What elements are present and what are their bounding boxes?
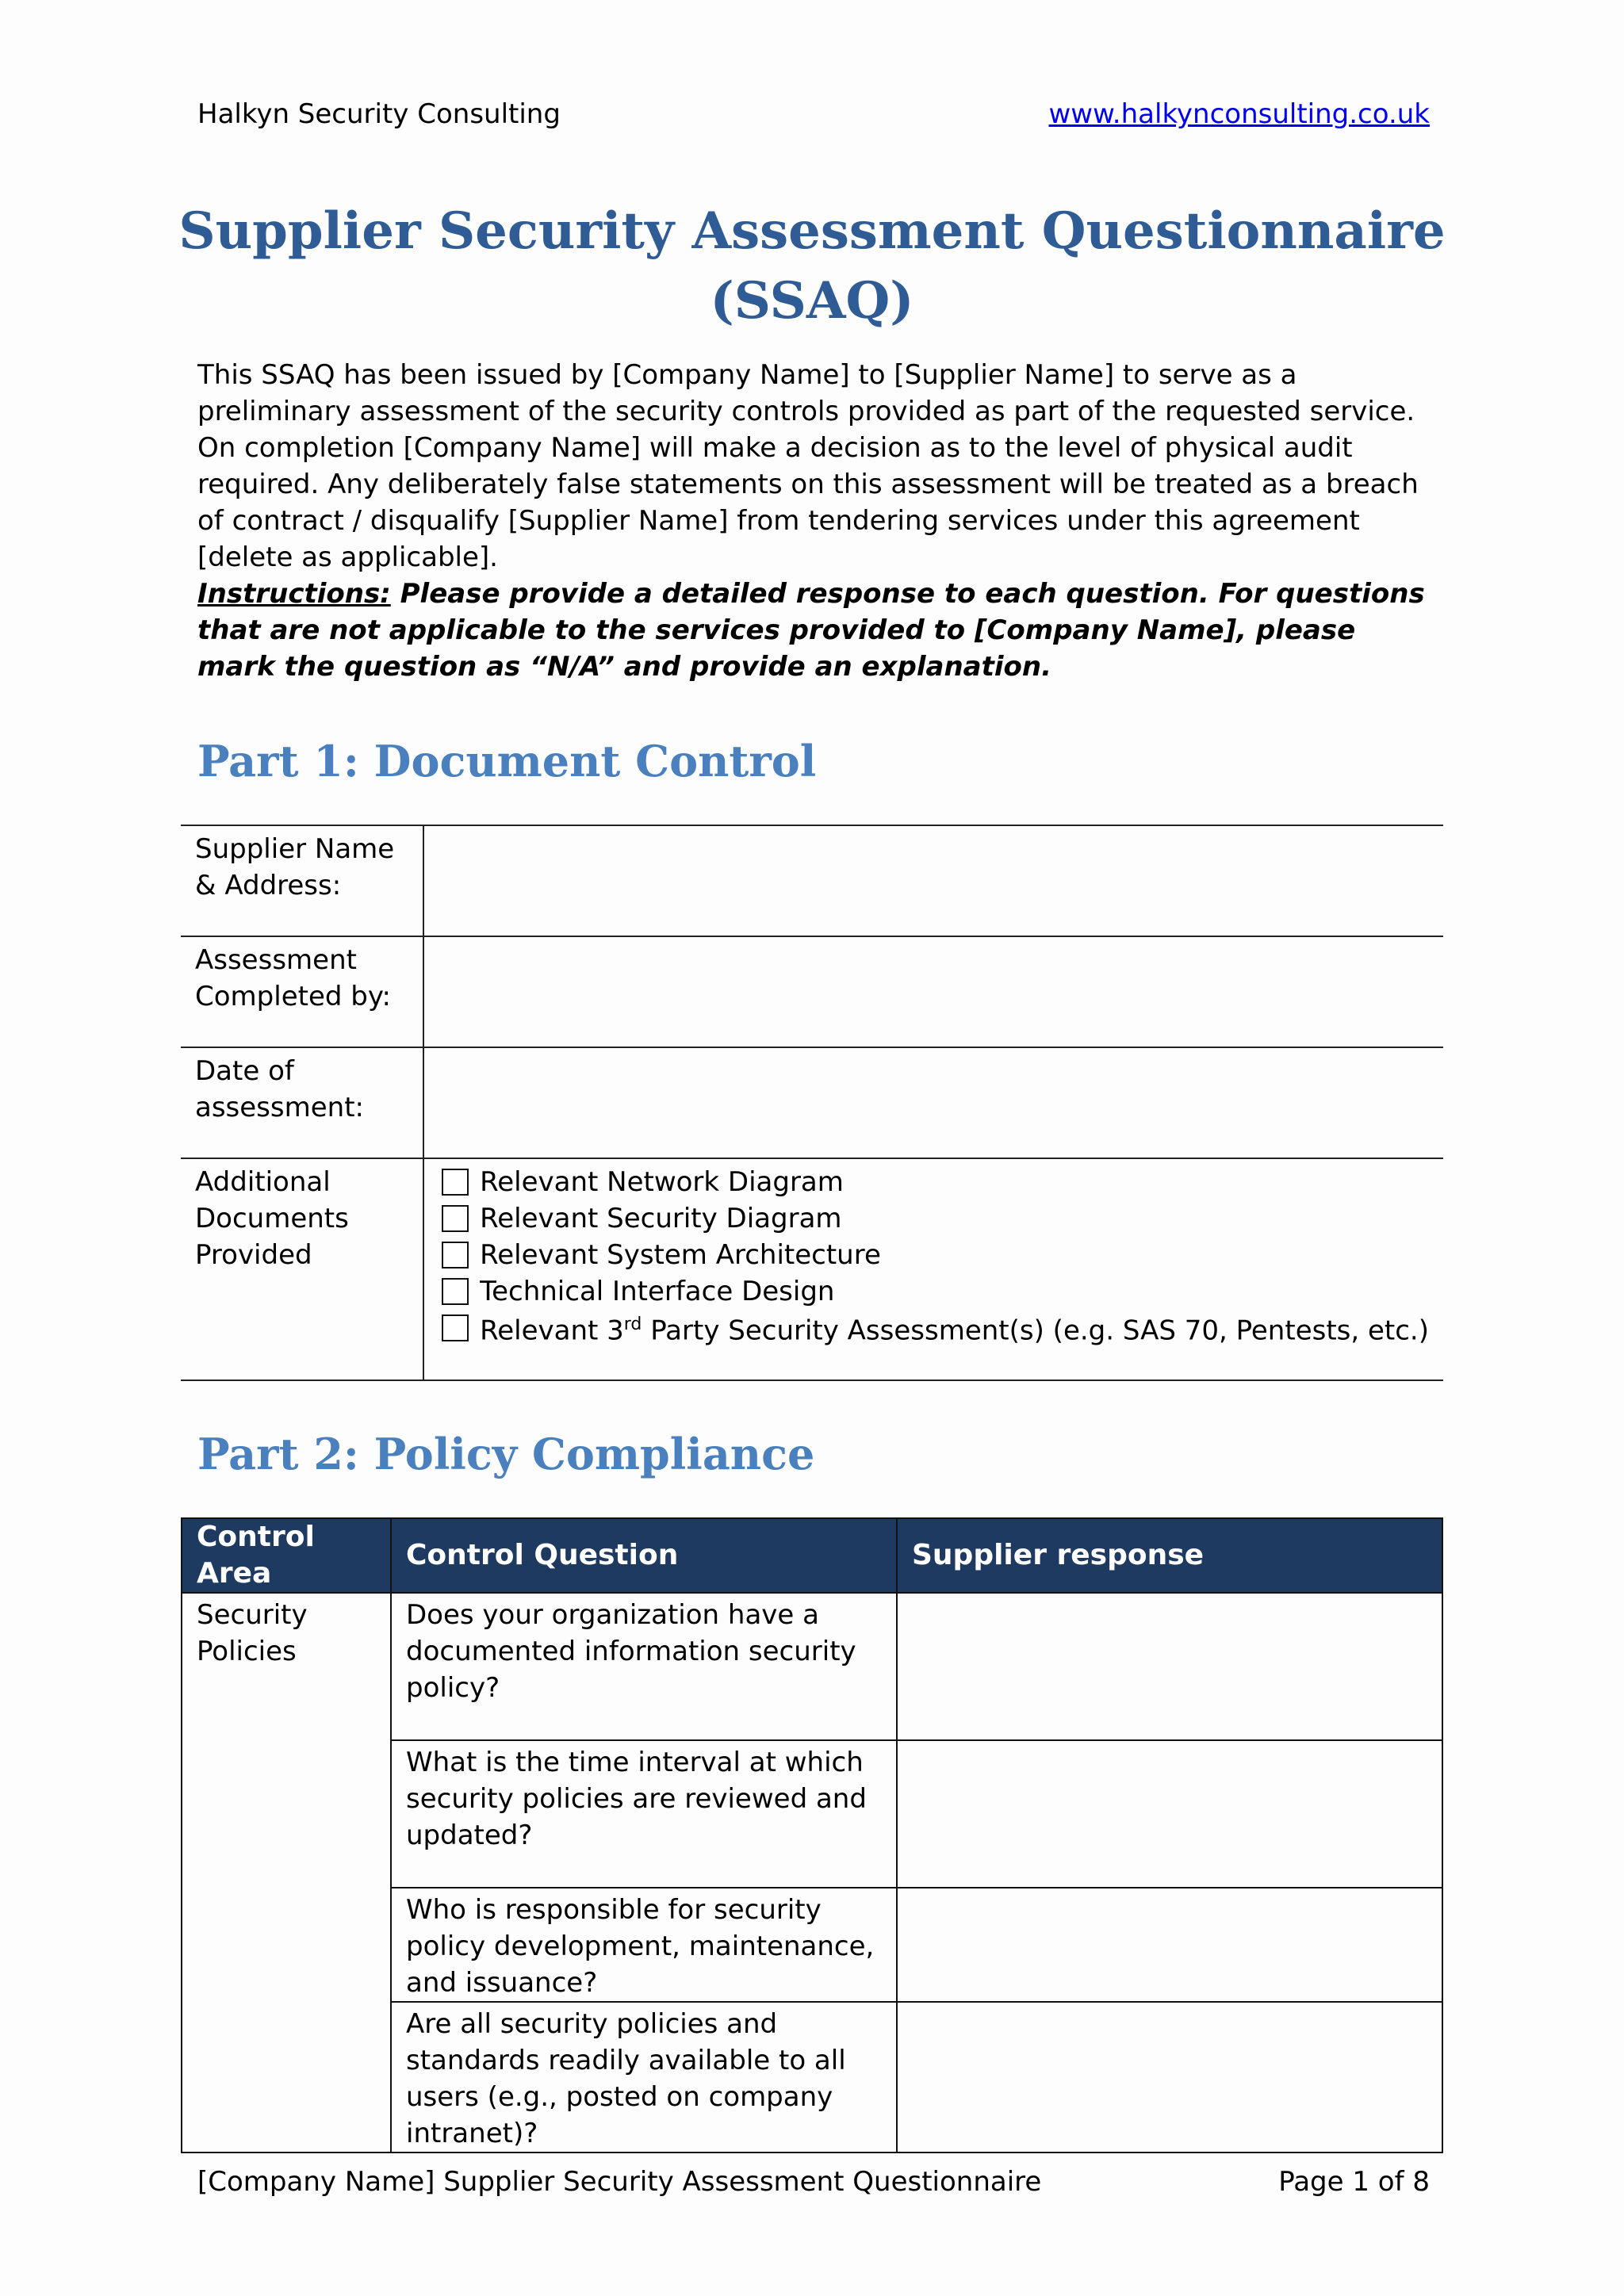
policy-compliance-table xyxy=(181,1517,1443,2153)
title-line-2: (SSAQ) xyxy=(710,271,914,331)
doc-control-row xyxy=(181,1158,1443,1380)
title-line-1: Supplier Security Assessment Questionnaire xyxy=(178,201,1446,261)
assessment-date-field[interactable] xyxy=(423,1047,1443,1158)
question-cell: What is the time interval at which security policies are reviewed and updated? xyxy=(391,1740,897,1888)
control-area-cell: Security Policies xyxy=(182,1593,391,2152)
table-header-row xyxy=(182,1518,1442,1593)
doc-control-row xyxy=(181,825,1443,936)
checkbox[interactable] xyxy=(442,1169,469,1196)
part2-heading: Part 2: Policy Compliance xyxy=(197,1429,815,1479)
checkbox-label: Technical Interface Design xyxy=(480,1276,835,1307)
checkbox[interactable] xyxy=(442,1314,469,1341)
doc-checkbox-item[interactable] xyxy=(442,1310,1429,1346)
doc-control-row xyxy=(181,936,1443,1047)
response-cell[interactable] xyxy=(897,1593,1442,1740)
intro-paragraph: This SSAQ has been issued by [Company Name] to [Supplier Name] to serve as a preliminary assessment of the security controls provided as part of the requested service. On completion [Company Name] will make a decision as to the level of physical audit required. Any deliberately false statements on this assessment will be treated as a breach of contract / disqualify [Supplier Name] from tendering services under this agreement [delete as applicable]. xyxy=(197,359,1419,573)
doc-checkbox-item[interactable] xyxy=(442,1273,1429,1310)
doc-checkbox-item[interactable] xyxy=(442,1200,1429,1237)
col-header-control-area: Control Area xyxy=(182,1518,391,1593)
page-title xyxy=(95,197,1529,336)
instructions-text: Please provide a detailed response to each question. For questions that are not applicable to the services provided to [Company Name], please mark the question as “N/A” and provide an explanation. xyxy=(197,578,1425,683)
completed-by-field[interactable] xyxy=(423,936,1443,1047)
checkbox[interactable] xyxy=(442,1205,469,1232)
row-label: Date of assessment: xyxy=(181,1047,423,1158)
instructions-paragraph xyxy=(197,576,1434,685)
row-label: Supplier Name & Address: xyxy=(181,825,423,936)
doc-checkbox-item[interactable] xyxy=(442,1237,1429,1273)
ordinal-suffix: rd xyxy=(623,1314,642,1335)
part1-heading: Part 1: Document Control xyxy=(197,736,817,786)
document-control-table xyxy=(181,825,1443,1381)
response-cell[interactable] xyxy=(897,1740,1442,1888)
supplier-name-field[interactable] xyxy=(423,825,1443,936)
page-number: Page 1 of 8 xyxy=(1278,2166,1430,2198)
header-website-link[interactable]: www.halkynconsulting.co.uk xyxy=(1048,98,1430,130)
checkbox-label: Relevant System Architecture xyxy=(480,1239,881,1271)
col-header-supplier-response: Supplier response xyxy=(897,1518,1442,1593)
doc-checkbox-item[interactable] xyxy=(442,1164,1429,1200)
row-label: Additional Documents Provided xyxy=(181,1158,423,1380)
documents-checklist xyxy=(423,1158,1443,1380)
checkbox[interactable] xyxy=(442,1242,469,1269)
header-company: Halkyn Security Consulting xyxy=(197,98,561,130)
question-cell: Does your organization have a documented information security policy? xyxy=(391,1593,897,1740)
checkbox[interactable] xyxy=(442,1278,469,1305)
instructions-label: Instructions: xyxy=(197,578,391,610)
col-header-control-question: Control Question xyxy=(391,1518,897,1593)
question-cell: Are all security policies and standards readily available to all users (e.g., posted on company intranet)? xyxy=(391,2002,897,2152)
table-row xyxy=(182,1593,1442,1740)
response-cell[interactable] xyxy=(897,1888,1442,2002)
checkbox-label: Relevant Security Diagram xyxy=(480,1203,842,1234)
label-prefix: Relevant 3 xyxy=(480,1314,624,1347)
checkbox-label xyxy=(480,1307,1429,1349)
doc-control-row xyxy=(181,1047,1443,1158)
footer-title: [Company Name] Supplier Security Assessment Questionnaire xyxy=(197,2166,1042,2198)
response-cell[interactable] xyxy=(897,2002,1442,2152)
question-cell: Who is responsible for security policy development, maintenance, and issuance? xyxy=(391,1888,897,2002)
checkbox-label: Relevant Network Diagram xyxy=(480,1166,844,1198)
label-suffix: Party Security Assessment(s) (e.g. SAS 70, Pentests, etc.) xyxy=(642,1314,1429,1347)
row-label: Assessment Completed by: xyxy=(181,936,423,1047)
